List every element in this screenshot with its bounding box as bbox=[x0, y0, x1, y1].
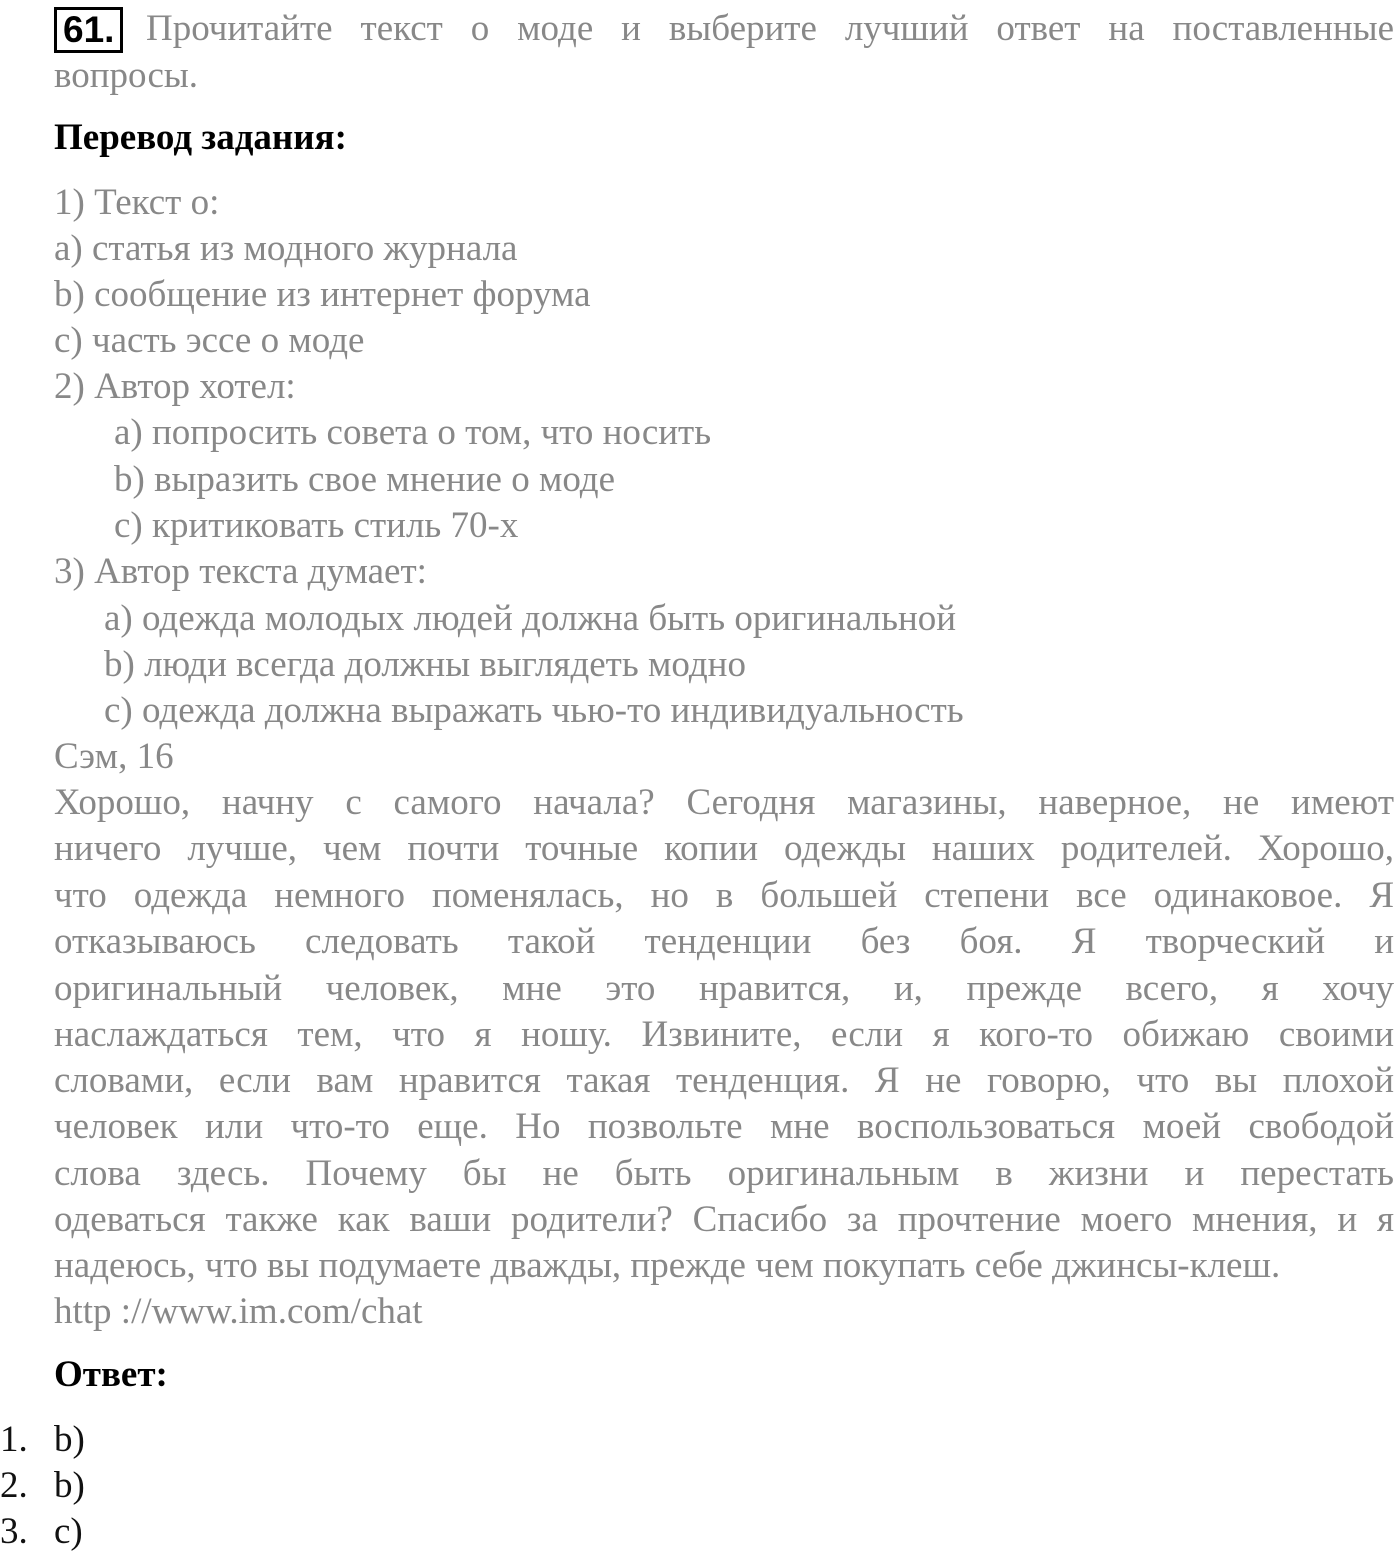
translation-heading: Перевод задания: bbox=[54, 117, 347, 158]
answer-number: 2. bbox=[0, 1465, 28, 1506]
post-line-2: ничего лучше, чем почти точные копии одежды наших родителей. Хорошо, bbox=[54, 828, 1394, 869]
post-line-11: надеюсь, что вы подумаете дважды, прежде чем покупать себе джинсы-клеш. bbox=[54, 1245, 1281, 1286]
post-line-8: человек или что-то еще. Но позвольте мне воспользоваться моей свободой bbox=[54, 1106, 1394, 1147]
question-2-option-c: c) критиковать стиль 70-х bbox=[114, 505, 519, 546]
post-source-link: http ://www.im.com/chat bbox=[54, 1291, 423, 1332]
answer-number: 3. bbox=[0, 1511, 28, 1552]
question-1-option-b: b) сообщение из интернет форума bbox=[54, 274, 591, 315]
question-2-title: 2) Автор хотел: bbox=[54, 366, 296, 407]
answer-value: b) bbox=[54, 1465, 85, 1506]
question-1-option-a: a) статья из модного журнала bbox=[54, 228, 518, 269]
post-line-9: слова здесь. Почему бы не быть оригинальным в жизни и перестать bbox=[54, 1153, 1394, 1194]
question-3-option-b: b) люди всегда должны выглядеть модно bbox=[104, 644, 746, 685]
question-3-title: 3) Автор текста думает: bbox=[54, 551, 427, 592]
answer-number: 1. bbox=[0, 1419, 28, 1460]
post-line-4: отказываюсь следовать такой тенденции без боя. Я творческий и bbox=[54, 921, 1394, 962]
post-line-7: словами, если вам нравится такая тенденция. Я не говорю, что вы плохой bbox=[54, 1060, 1394, 1101]
question-3-option-a: a) одежда молодых людей должна быть оригинальной bbox=[104, 598, 957, 639]
answer-item-3 bbox=[0, 1509, 83, 1555]
question-1-option-c: c) часть эссе о моде bbox=[54, 320, 365, 361]
task-number-box bbox=[54, 7, 123, 53]
task-instruction-line-1: Прочитайте текст о моде и выберите лучший ответ на поставленные bbox=[146, 8, 1394, 49]
post-line-3: что одежда немного поменялась, но в большей степени все одинаковое. Я bbox=[54, 875, 1394, 916]
post-line-1: Хорошо, начну с самого начала? Сегодня магазины, наверное, не имеют bbox=[54, 782, 1394, 823]
post-line-10: одеваться также как ваши родители? Спасибо за прочтение моего мнения, и я bbox=[54, 1199, 1394, 1240]
answer-value: b) bbox=[54, 1419, 85, 1460]
answer-item-2 bbox=[0, 1463, 85, 1509]
task-instruction-line-2: вопросы. bbox=[54, 55, 198, 96]
question-1-title: 1) Текст о: bbox=[54, 182, 220, 223]
answer-value: c) bbox=[54, 1511, 83, 1552]
task-number: 61. bbox=[63, 9, 115, 50]
post-author: Сэм, 16 bbox=[54, 736, 174, 777]
post-line-5: оригинальный человек, мне это нравится, и, прежде всего, я хочу bbox=[54, 968, 1394, 1009]
post-line-6: наслаждаться тем, что я ношу. Извините, если я кого-то обижаю своими bbox=[54, 1014, 1394, 1055]
question-2-option-b: b) выразить свое мнение о моде bbox=[114, 459, 616, 500]
question-2-option-a: a) попросить совета о том, что носить bbox=[114, 412, 712, 453]
answer-item-1 bbox=[0, 1417, 85, 1463]
question-3-option-c: c) одежда должна выражать чью-то индивидуальность bbox=[104, 690, 964, 731]
answer-heading: Ответ: bbox=[54, 1354, 168, 1395]
